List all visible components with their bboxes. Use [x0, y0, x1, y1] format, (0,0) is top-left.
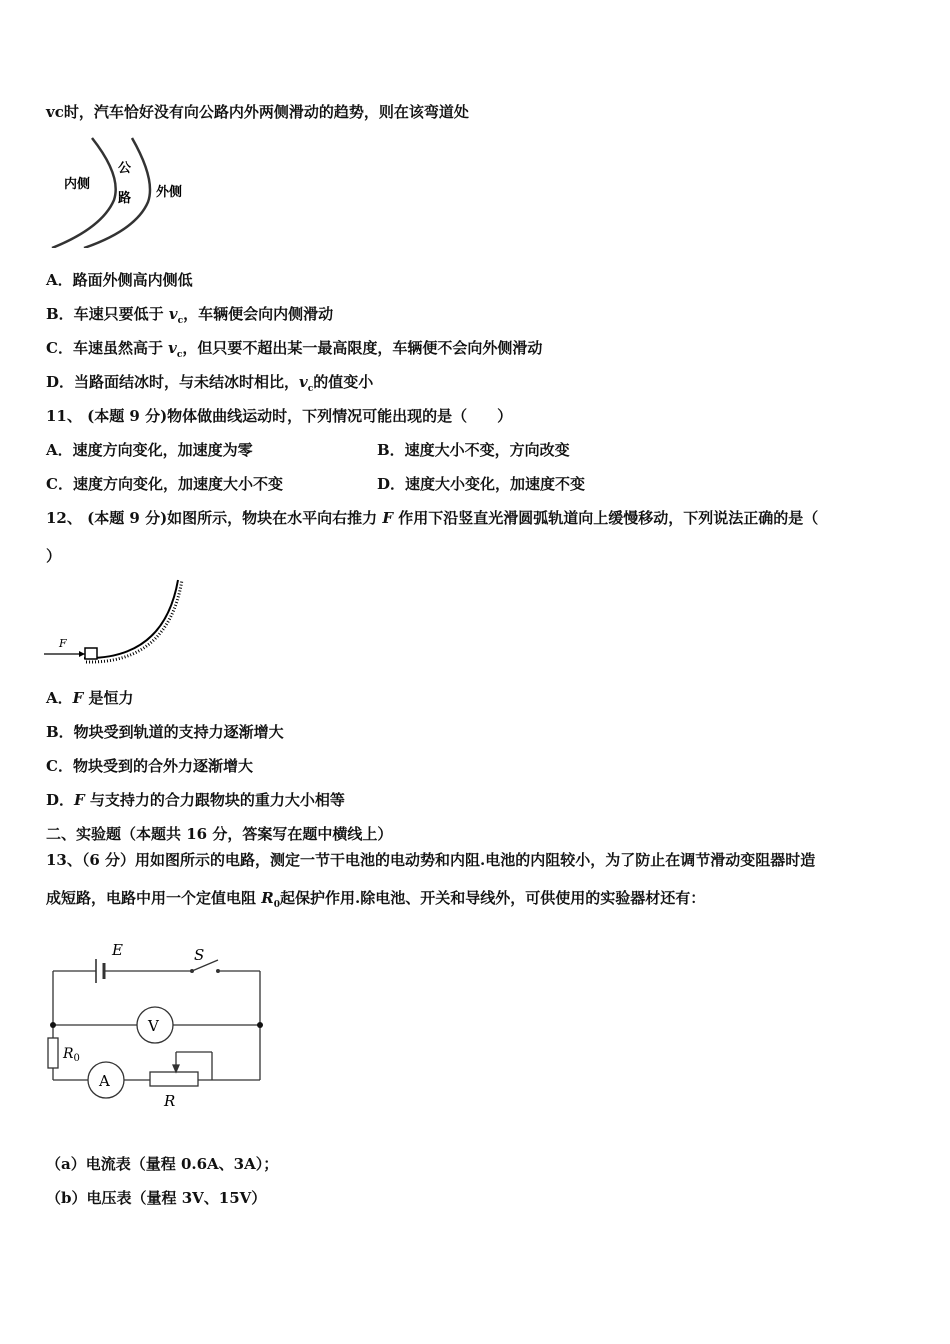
arc-track-figure [44, 574, 192, 666]
outer-road-edge [84, 138, 150, 248]
switch-label: S [194, 946, 205, 964]
q12-stem-end: ） [46, 547, 62, 565]
inner-road-edge [52, 138, 116, 248]
q12-option-c: C．物块受到的合外力逐渐增大 [46, 757, 253, 775]
outer-side-label: 外侧 [156, 185, 183, 200]
inner-side-label: 内侧 [64, 177, 91, 192]
intro-text: vc时，汽车恰好没有向公路内外两侧滑动的趋势，则在该弯道处 [46, 103, 469, 121]
junction-right [257, 1022, 263, 1028]
road-curve-figure [44, 136, 196, 248]
section-2-heading: 二、实验题（本题共 16 分，答案写在题中横线上） [46, 825, 393, 843]
rheostat [150, 1072, 198, 1086]
track-hatching [86, 580, 182, 662]
force-label: F [59, 637, 67, 650]
q10-option-a: A．路面外侧高内侧低 [46, 271, 193, 289]
q10-option-b: B．车速只要低于 $v_c$，车辆便会向内侧滑动 [46, 305, 334, 326]
r0-label: $R_0$ [63, 1046, 80, 1064]
q12-option-b: B．物块受到轨道的支持力逐渐增大 [46, 723, 284, 741]
junction-left [50, 1022, 56, 1028]
road-label-1: 公 [118, 161, 132, 176]
force-arrow-head [79, 651, 85, 657]
road-label-2: 路 [118, 191, 132, 206]
rheostat-label: R [164, 1092, 176, 1110]
q11-option-b: B．速度大小不变，方向改变 [377, 441, 570, 459]
block [85, 648, 97, 659]
ammeter-label: A [99, 1072, 110, 1090]
emf-label: E [112, 941, 123, 959]
arc-track [84, 580, 178, 658]
r0-resistor [48, 1038, 58, 1068]
voltmeter-label: V [148, 1017, 159, 1035]
q12-option-d: D．F 与支持力的合力跟物块的重力大小相等 [46, 791, 345, 809]
q13-item-b: （b）电压表（量程 3V、15V） [46, 1189, 267, 1207]
circuit-diagram [44, 938, 266, 1114]
q13-line-1: 13、（6 分）用如图所示的电路，测定一节干电池的电动势和内阻.电池的内阻较小，为了防止在调节滑动变阻器时造 [46, 851, 816, 869]
q13-item-a: （a）电流表（量程 0.6A、3A）； [46, 1155, 279, 1173]
q10-option-d: D．当路面结冰时，与未结冰时相比，$v_c$的值变小 [46, 373, 374, 394]
q11-stem: 11、 (本题 9 分)物体做曲线运动时，下列情况可能出现的是（ ） [46, 407, 513, 425]
q12-stem: 12、 (本题 9 分)如图所示，物块在水平向右推力 F 作用下沿竖直光滑圆弧轨道向上缓慢移动，下列说法正确的是（ [46, 509, 819, 527]
q12-option-a: A．F 是恒力 [46, 689, 134, 707]
q10-option-c: C．车速虽然高于 $v_c$，但只要不超出某一最高限度，车辆便不会向外侧滑动 [46, 339, 543, 360]
q11-option-c: C．速度方向变化，加速度大小不变 [46, 475, 283, 493]
q11-option-a: A．速度方向变化，加速度为零 [46, 441, 253, 459]
q11-option-d: D．速度大小变化，加速度不变 [377, 475, 586, 493]
q13-line-2: 成短路，电路中用一个定值电阻 $R_0$起保护作用.除电池、开关和导线外，可供使用的实验器材还有： [46, 889, 706, 910]
